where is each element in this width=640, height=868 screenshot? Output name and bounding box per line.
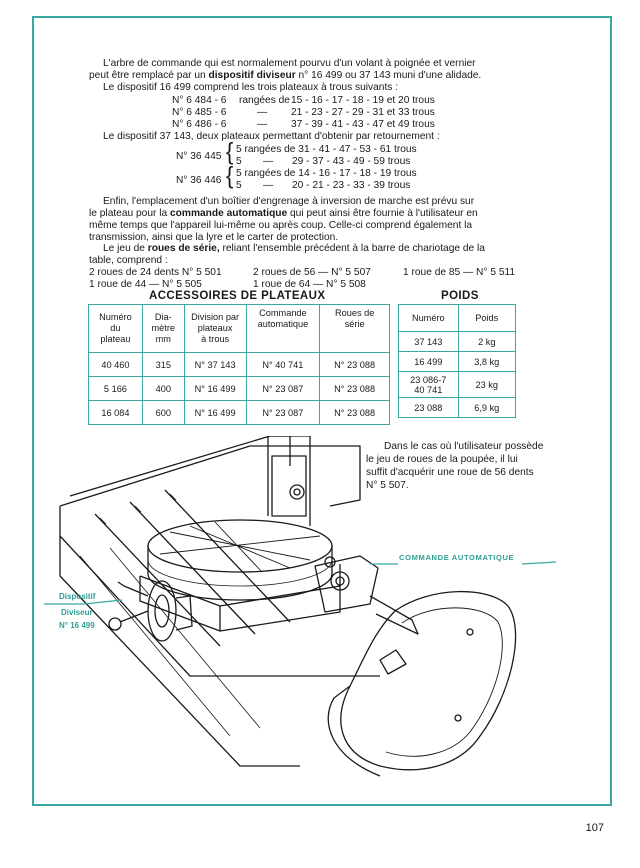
para2-line-2c: qui peut ainsi être fournie à l'utilisateur en xyxy=(287,208,478,219)
rotary-table-illustration xyxy=(40,436,600,800)
cell: 16 499 xyxy=(399,352,459,372)
cell: 400 xyxy=(142,377,184,401)
group-line-2c: 29 - 37 - 43 - 49 - 59 trous xyxy=(292,156,411,167)
wheel-item: 2 roues de 24 dents N° 5 501 xyxy=(89,267,222,278)
cell: N° 23 087 xyxy=(246,377,320,401)
col-header-poids: Poids xyxy=(458,305,515,332)
diviseur-label-line: N° 16 499 xyxy=(59,621,95,630)
cell: 23 kg xyxy=(458,372,515,398)
plate-rows: — xyxy=(257,107,268,118)
table-row xyxy=(89,353,390,377)
callout-arrow-icon xyxy=(370,558,560,568)
col-header-numero: Numéro xyxy=(399,305,459,332)
plate-code: N° 6 486 - 6 xyxy=(172,119,227,130)
commande-automatique-label: COMMANDE AUTOMATIQUE xyxy=(399,553,515,562)
wheel-item: 1 roue de 85 — N° 5 511 xyxy=(403,267,516,278)
table-row xyxy=(399,398,516,418)
cell: 600 xyxy=(142,401,184,425)
cell: 23 088 xyxy=(399,398,459,418)
col-header-commande: Commande automatique xyxy=(246,305,320,353)
cell: N° 37 143 xyxy=(184,353,246,377)
cell: N° 40 741 xyxy=(246,353,320,377)
group-code: N° 36 446 xyxy=(176,175,222,186)
para3-line-1 xyxy=(103,243,485,255)
group-code: N° 36 445 xyxy=(176,151,222,162)
page-number: 107 xyxy=(585,822,604,834)
group-line-2b: — xyxy=(263,156,274,167)
wheel-item: 1 roue de 44 — N° 5 505 xyxy=(89,279,202,290)
note-line: le jeu de roues de la poupée, il lui xyxy=(366,454,518,465)
plate-rows: — xyxy=(257,119,268,130)
para2-line-3: même temps que l'appareil lui-même ou après coup. Celle-ci comprend également la xyxy=(89,220,473,231)
group-line-2a: 5 xyxy=(236,180,242,191)
intro-line-4: Le dispositif 37 143, deux plateaux permettant d'obtenir par retournement : xyxy=(103,131,440,142)
plate-holes: 15 - 16 - 17 - 18 - 19 et 20 trous xyxy=(291,95,435,106)
table-row xyxy=(399,372,516,398)
para3-c: reliant l'ensemble précédent à la barre de chariotage de la xyxy=(219,243,485,254)
cell: N° 16 499 xyxy=(184,377,246,401)
brace-icon: { xyxy=(226,161,234,190)
para2-line-2 xyxy=(89,208,478,220)
dispositif-diviseur-term: dispositif diviseur xyxy=(208,70,296,81)
cell: 40 460 xyxy=(89,353,143,377)
cell: 6,9 kg xyxy=(458,398,515,418)
para2-line-2a: le plateau pour la xyxy=(89,208,170,219)
diviseur-label-line: Dispositif xyxy=(59,592,96,601)
note-line: N° 5 507. xyxy=(366,480,409,491)
group-line-2b: — xyxy=(263,180,274,191)
cell: N° 23 087 xyxy=(246,401,320,425)
roues-de-serie-term: roues de série, xyxy=(147,243,220,254)
cell: 3,8 kg xyxy=(458,352,515,372)
cell: N° 16 499 xyxy=(184,401,246,425)
diviseur-label-line: Diviseur xyxy=(61,608,93,617)
intro-line-2 xyxy=(89,70,481,82)
intro-line-2a: peut être remplacé par un xyxy=(89,70,209,81)
plate-rows: rangées de xyxy=(239,95,290,106)
accessories-table xyxy=(88,304,390,425)
plate-code: N° 6 484 - 6 xyxy=(172,95,227,106)
plate-code: N° 6 485 - 6 xyxy=(172,107,227,118)
accessories-title: ACCESSOIRES DE PLATEAUX xyxy=(149,290,326,302)
cell: 23 086-7 40 741 xyxy=(399,372,459,398)
group-line-2c: 20 - 21 - 23 - 33 - 39 trous xyxy=(292,180,411,191)
group-line-1: 5 rangées de 14 - 16 - 17 - 18 - 19 trous xyxy=(236,168,417,179)
cell: 315 xyxy=(142,353,184,377)
col-header-numero: Numéro du plateau xyxy=(89,305,143,353)
cell: 5 166 xyxy=(89,377,143,401)
diviseur-arrow-icon xyxy=(44,596,124,610)
weights-table xyxy=(398,304,516,418)
commande-automatique-term: commande automatique xyxy=(170,208,288,219)
para2-line-1: Enfin, l'emplacement d'un boîtier d'engrenage à inversion de marche est prévu sur xyxy=(103,196,475,207)
group-line-1: 5 rangées de 31 - 41 - 47 - 53 - 61 trous xyxy=(236,144,417,155)
para3-a: Le jeu de xyxy=(103,243,148,254)
note-line: suffit d'acquérir une roue de 56 dents xyxy=(366,467,534,478)
cell: 2 kg xyxy=(458,332,515,352)
cell: N° 23 088 xyxy=(320,353,390,377)
wheel-item: 2 roues de 56 — N° 5 507 xyxy=(253,267,371,278)
cell: 37 143 xyxy=(399,332,459,352)
col-header-division: Division par plateaux à trous xyxy=(184,305,246,353)
note-line: Dans le cas où l'utilisateur possède xyxy=(384,441,544,452)
table-row xyxy=(89,377,390,401)
para2-line-4: transmission, ainsi que la lyre et le carter de protection. xyxy=(89,232,339,243)
wheel-item: 1 roue de 64 — N° 5 508 xyxy=(253,279,366,290)
cell: N° 23 088 xyxy=(320,377,390,401)
group-line-2a: 5 xyxy=(236,156,242,167)
plate-holes: 21 - 23 - 27 - 29 - 31 et 33 trous xyxy=(291,107,435,118)
cell: 16 084 xyxy=(89,401,143,425)
weights-title: POIDS xyxy=(441,290,479,302)
intro-line-3: Le dispositif 16 499 comprend les trois plateaux à trous suivants : xyxy=(103,82,399,93)
intro-line-1: L'arbre de commande qui est normalement pourvu d'un volant à poignée et vernier xyxy=(103,58,476,69)
table-row xyxy=(399,332,516,352)
col-header-roues: Roues de série xyxy=(320,305,390,353)
plate-holes: 37 - 39 - 41 - 43 - 47 et 49 trous xyxy=(291,119,435,130)
table-row xyxy=(399,352,516,372)
para3-line-2: table, comprend : xyxy=(89,255,168,266)
intro-line-2c: n° 16 499 ou 37 143 muni d'une alidade. xyxy=(295,70,482,81)
table-row xyxy=(89,401,390,425)
col-header-diametre: Dia- mètre mm xyxy=(142,305,184,353)
cell: N° 23 088 xyxy=(320,401,390,425)
brace-icon: { xyxy=(226,137,234,166)
